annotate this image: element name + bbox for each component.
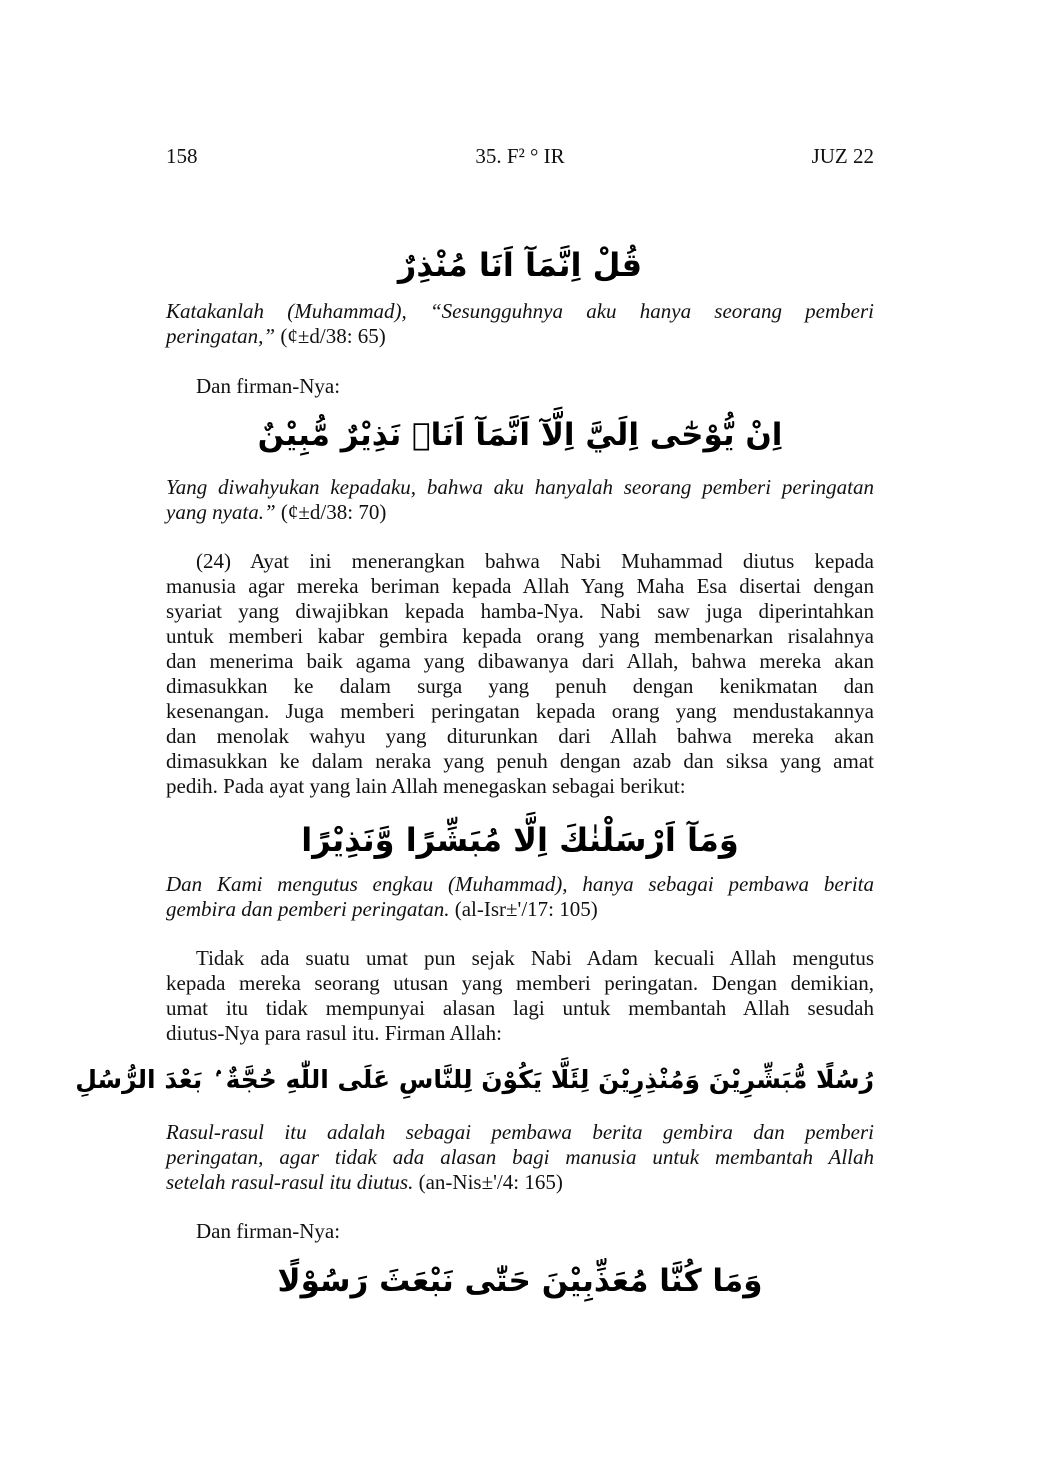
- reference-4: (an-Nis±'/4: 165): [413, 1170, 563, 1194]
- paragraph-1-line: pedih. Pada ayat yang lain Allah menegaskan sebagai berikut:: [166, 774, 686, 798]
- translation-3-line-1: Dan Kami mengutus engkau (Muhammad), hanya sebagai pembawa berita: [166, 872, 874, 896]
- paragraph-1-line: dan menerima baik agama yang dibawanya dari Allah, bahwa mereka akan: [166, 649, 874, 673]
- translation-1-line-1: Katakanlah (Muhammad), “Sesungguhnya aku hanya seorang pemberi: [166, 299, 874, 323]
- translation-4: [166, 1120, 874, 1195]
- paragraph-1-line: dan menolak wahyu yang diturunkan dari Allah bahwa mereka akan: [166, 724, 874, 748]
- translation-2-line-1: Yang diwahyukan kepadaku, bahwa aku hanyalah seorang pemberi peringatan: [166, 475, 874, 499]
- surah-title: 35. F² ° IR: [475, 144, 565, 168]
- firman-label-1: Dan firman-Nya:: [196, 374, 341, 398]
- paragraph-1-line: dimasukkan ke dalam surga yang penuh dengan kenikmatan dan: [166, 674, 874, 698]
- paragraph-2-line: kepada mereka seorang utusan yang memberi peringatan. Dengan demikian,: [166, 971, 874, 995]
- paragraph-2: [166, 946, 874, 1046]
- paragraph-1-line: untuk memberi kabar gembira kepada orang yang membenarkan risalahnya: [166, 624, 874, 648]
- translation-4-line-3: setelah rasul-rasul itu diutus.: [166, 1170, 414, 1194]
- translation-3: [166, 872, 874, 922]
- paragraph-1-line: kesenangan. Juga memberi peringatan kepada orang yang mendustakannya: [166, 699, 874, 723]
- paragraph-1: [166, 549, 874, 799]
- juz-label: JUZ 22: [811, 144, 874, 168]
- paragraph-2-line: diutus-Nya para rasul itu. Firman Allah:: [166, 1021, 502, 1045]
- page-number: 158: [166, 144, 198, 168]
- translation-4-line-2: peringatan, agar tidak ada alasan bagi manusia untuk membantah Allah: [166, 1145, 874, 1169]
- firman-label-2: Dan firman-Nya:: [196, 1219, 341, 1243]
- arabic-verse-4: رُسُلًا مُّبَشِّرِيْنَ وَمُنْذِرِيْنَ لِئَلَّا يَكُوْنَ لِلنَّاسِ عَلَى اللّٰهِ حُجَّةٌ ۢ بَعْدَ الرُّسُلِ: [75, 1065, 874, 1094]
- translation-3-line-2: gembira dan pemberi peringatan.: [166, 897, 450, 921]
- arabic-verse-3: وَمَآ اَرْسَلْنٰكَ اِلَّا مُبَشِّرًا وَّنَذِيْرًا: [301, 821, 739, 859]
- paragraph-2-line: Tidak ada suatu umat pun sejak Nabi Adam kecuali Allah mengutus: [196, 946, 874, 970]
- paragraph-2-line: umat itu tidak mempunyai alasan lagi untuk membantah Allah sesudah: [166, 996, 874, 1020]
- arabic-verse-2: اِنْ يُّوْحٰٓى اِلَيَّ اِلَّآ اَنَّمَآ اَنَا۠ نَذِيْرٌ مُّبِيْنٌ: [257, 417, 783, 453]
- translation-2-line-2: yang nyata.”: [166, 500, 276, 524]
- page-header: [166, 144, 874, 174]
- translation-1: [166, 299, 874, 349]
- arabic-verse-5: وَمَا كُنَّا مُعَذِّبِيْنَ حَتّٰى نَبْعَثَ رَسُوْلًا: [277, 1263, 763, 1299]
- translation-2: [166, 475, 874, 525]
- reference-2: (¢±d/38: 70): [275, 500, 387, 524]
- reference-1: (¢±d/38: 65): [275, 324, 386, 348]
- paragraph-1-line: dimasukkan ke dalam neraka yang penuh dengan azab dan siksa yang amat: [166, 749, 874, 773]
- reference-3: (al-Isr±'/17: 105): [449, 897, 598, 921]
- paragraph-1-line: manusia agar mereka beriman kepada Allah Yang Maha Esa disertai dengan: [166, 574, 874, 598]
- translation-1-line-2: peringatan,”: [166, 324, 276, 348]
- paragraph-1-line: (24) Ayat ini menerangkan bahwa Nabi Muhammad diutus kepada: [196, 549, 874, 573]
- paragraph-1-line: syariat yang diwajibkan kepada hamba-Nya. Nabi saw juga diperintahkan: [166, 599, 874, 623]
- arabic-verse-1: قُلْ اِنَّمَآ اَنَا مُنْذِرٌ: [397, 246, 643, 284]
- translation-4-line-1: Rasul-rasul itu adalah sebagai pembawa berita gembira dan pemberi: [166, 1120, 874, 1144]
